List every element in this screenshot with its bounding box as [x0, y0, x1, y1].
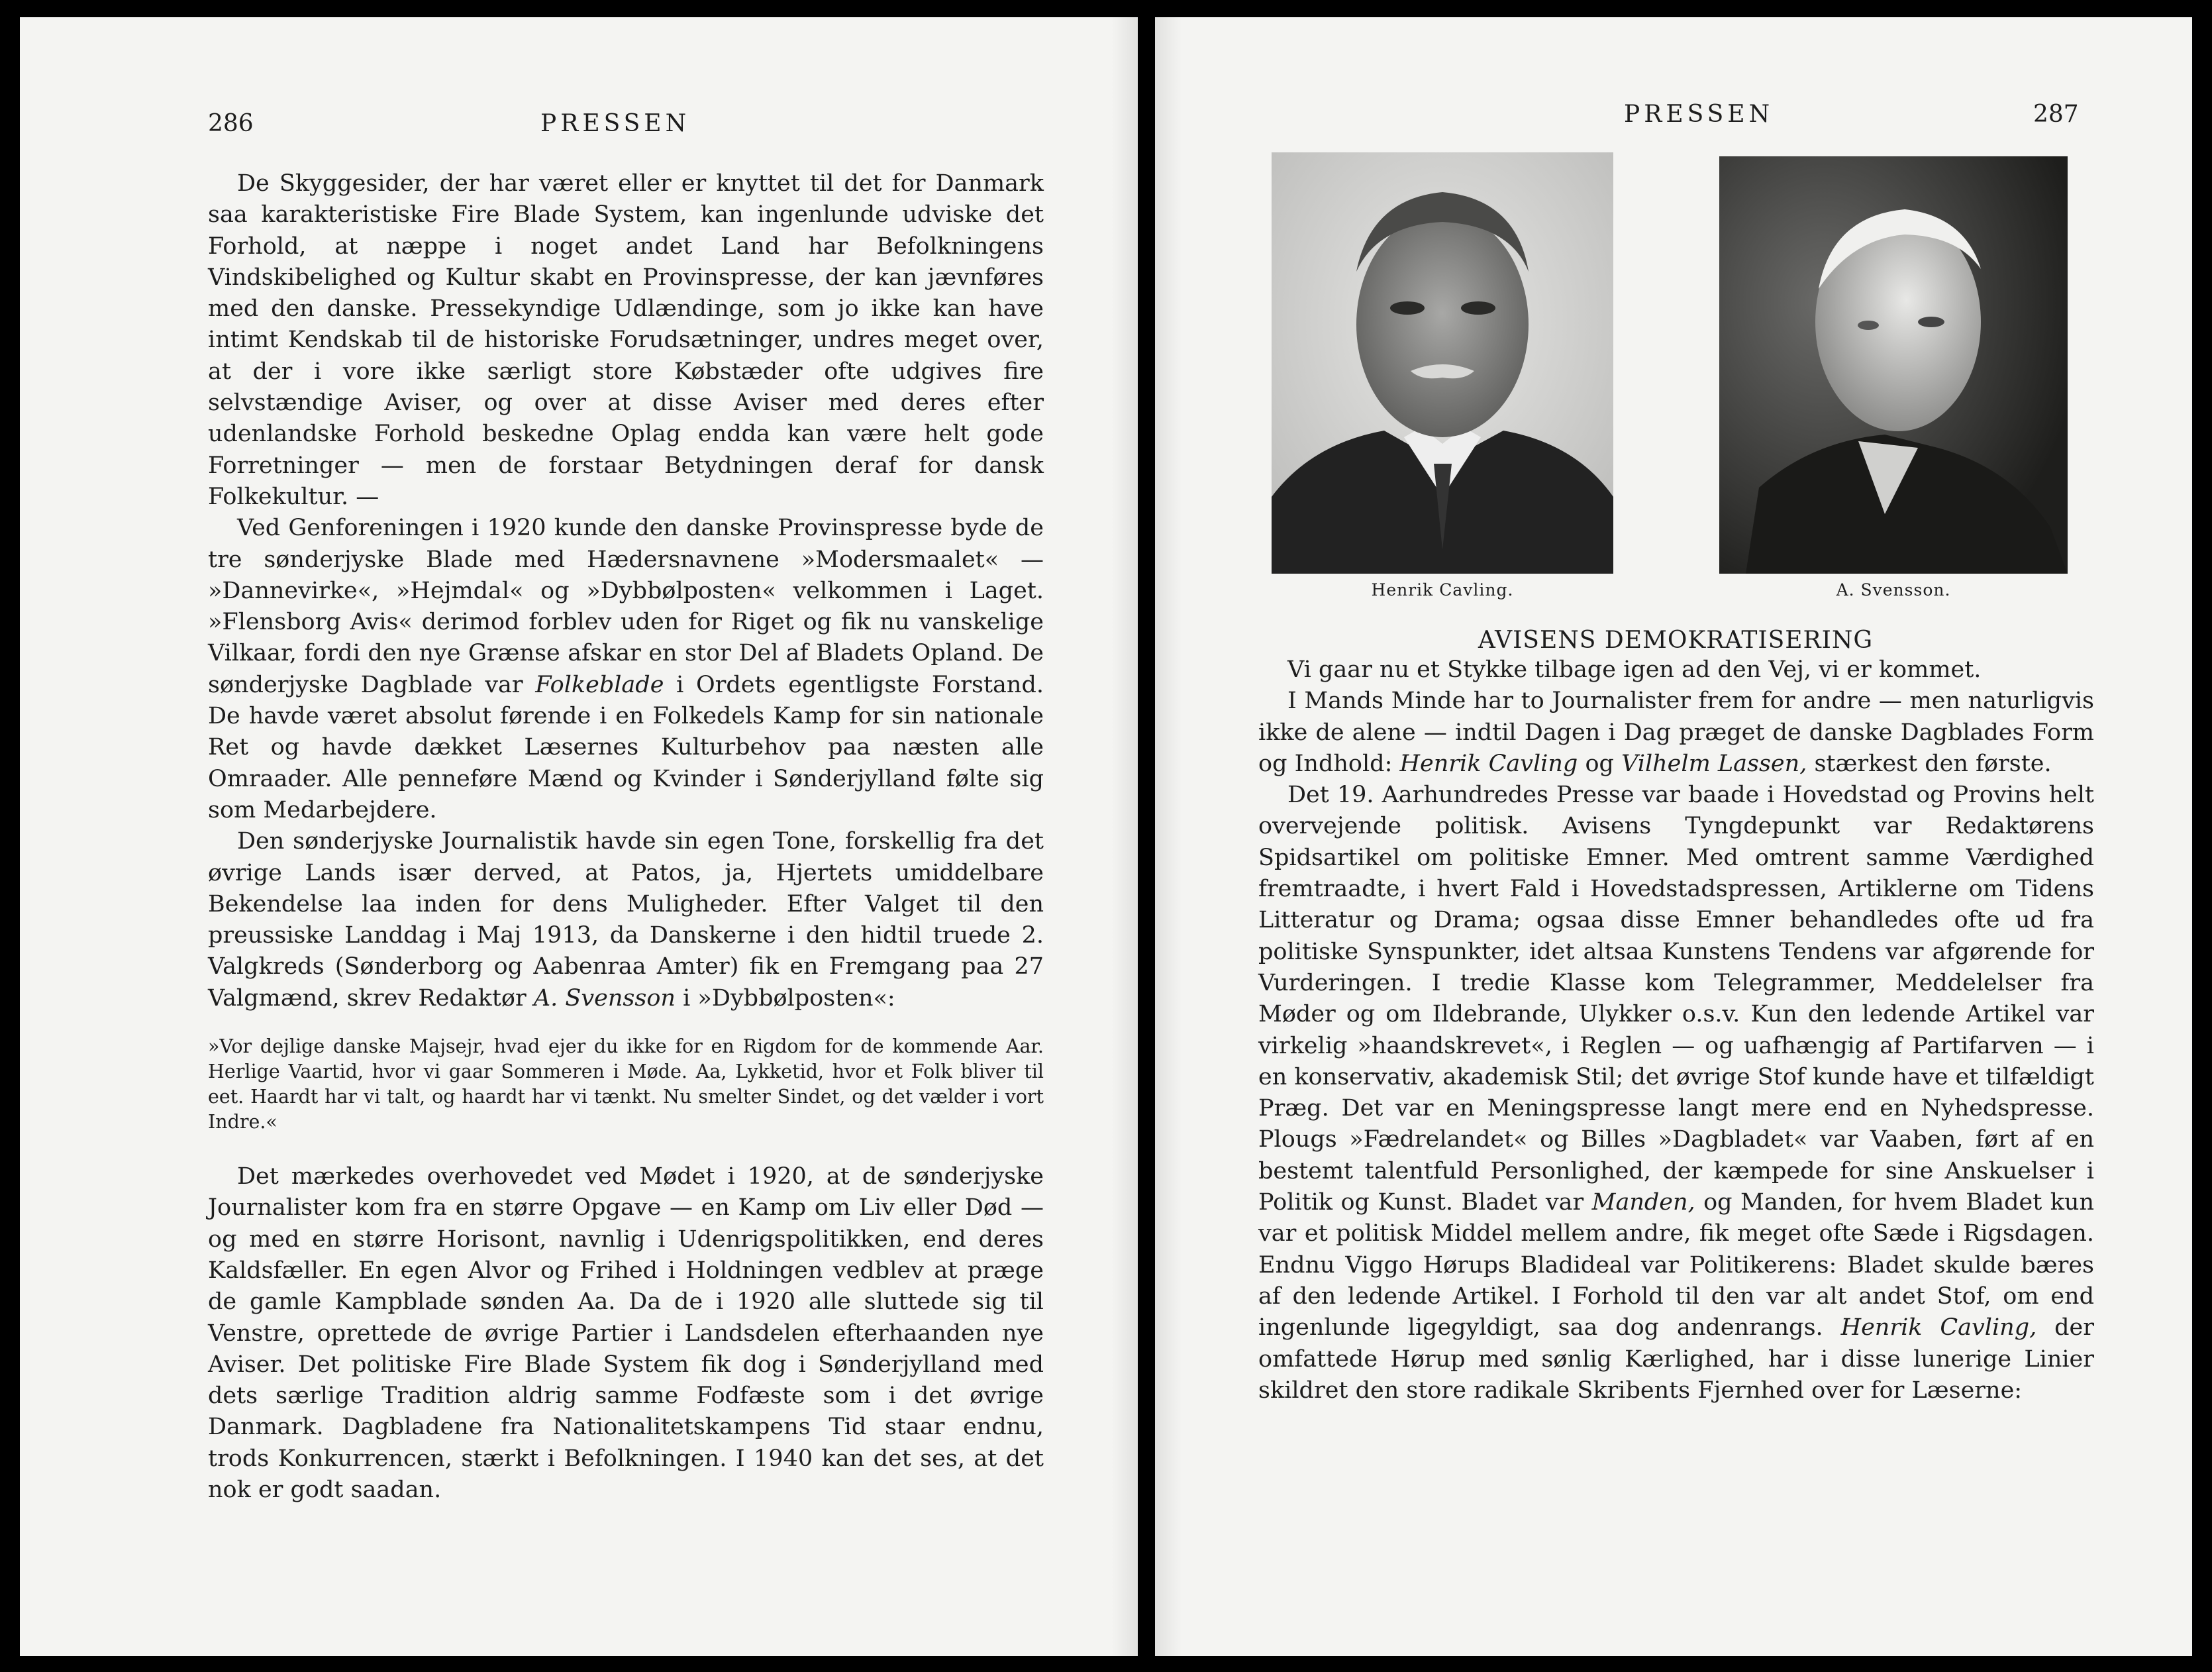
left-body-text: [208, 168, 1044, 1506]
paragraph: De Skyggesider, der har været eller er knyttet til det for Danmark saa karakteristiske Fire Blade System, kan ingenlunde udviske det Forhold, at næppe i noget andet Land har Befolkningens Vindskibelighed og Kultur skabt en Provinspresse, der kan jævnføres med den danske. Pressekyndige Udlændinge, som jo ikke kan have intimt Kendskab til de historiske Forudsætninger, undres meget over, at der i vore ikke særligt store Købstæder ofte udgives fire selvstændige Aviser, og over at disse Aviser med deres efter udenlandske Forhold beskedne Oplag endda kan være helt gode Forretninger — men de forstaar Betydningen deraf for dansk Folkekultur. —: [208, 170, 1044, 510]
page-number-left: 286: [208, 110, 254, 137]
right-page: [1155, 17, 2192, 1656]
emphasis: Vilhelm Lassen,: [1621, 750, 1807, 777]
emphasis: Henrik Cavling: [1399, 750, 1578, 777]
portrait-photo-cavling: [1272, 152, 1613, 574]
paragraph: I Mands Minde har to Journalister frem for andre — men naturligvis ikke de alene — indtil Dagen i Dag præget de danske Dagblades Form og Indhold: Henrik Cavling og Vilhelm Lassen, stærkest den første.: [1258, 688, 2094, 777]
section-title: AVISENS DEMOKRATISERING: [1478, 627, 1874, 654]
paragraph: Den sønderjyske Journalistik havde sin egen Tone, forskellig fra det øvrige Lands især derved, at Patos, ja, Hjertets umiddelbare Bekendelse laa inden for dens Muligheder. Efter Valget til den preussiske Landdag i Maj 1913, da Danskerne i den hidtil truede 2. Valgkreds (Sønderborg og Aabenraa Amter) fik en Fremgang paa 27 Valgmænd, skrev Redaktør A. Svensson i »Dybbølposten«:: [208, 828, 1044, 1012]
gutter-shadow: [1155, 17, 1181, 1656]
running-head-right: PRESSEN: [1624, 101, 1774, 128]
running-head-left: PRESSEN: [540, 110, 691, 137]
paragraph: Vi gaar nu et Stykke tilbage igen ad den Vej, vi er kommet.: [1287, 656, 1982, 683]
gutter-shadow: [1111, 17, 1138, 1656]
paragraph: Det mærkedes overhovedet ved Mødet i 1920, at de sønderjyske Journalister kom fra en større Opgave — en Kamp om Liv eller Død — og med en større Horisont, navnlig i Udenrigspolitikken, end deres Kaldsfæller. En egen Alvor og Frihed i Holdningen vedblev at præge de gamle Kampblade sønden Aa. Da de i 1920 alle sluttede sig til Venstre, oprettede de øvrige Partier i Landsdelen efterhaanden nye Aviser. Det politiske Fire Blade System fik dog i Sønderjylland med dets særlige Tradition aldrig samme Fodfæste som i det øvrige Danmark. Dagbladene fra Nationalitetskampens Tid staar endnu, trods Konkurrencen, stærkt i Befolkningen. I 1940 kan det ses, at det nok er godt saadan.: [208, 1163, 1044, 1503]
block-quote: [208, 1014, 1044, 1161]
right-body-text: [1258, 654, 2094, 1406]
emphasis: Folkeblade: [535, 671, 664, 698]
paragraph: Ved Genforeningen i 1920 kunde den danske Provinspresse byde de tre sønderjyske Blade med Hædersnavnene »Modersmaalet« — »Dannevirke«, »Hejmdal« og »Dybbølposten« velkommen i Laget. »Flensborg Avis« derimod forblev uden for Riget og fik nu vanskelige Vilkaar, fordi den nye Grænse afskar en stor Del af Bladets Opland. De sønderjyske Dagblade var Folkeblade i Ordets egentligste Forstand. De havde været absolut førende i en Folkedels Kamp for sin nationale Ret og havde dækket Læsernes Kulturbehov paa næsten alle Omraader. Alle penneføre Mænd og Kvinder i Sønderjylland følte sig som Medarbejdere.: [208, 515, 1044, 823]
quote-text: »Vor dejlige danske Majsejr, hvad ejer du ikke for en Rigdom for de kommende Aar. Herlige Vaartid, hvor vi gaar Sommeren i Møde. Aa, Lykketid, hvor et Folk bliver til eet. Haardt har vi talt, og haardt har vi tænkt. Nu smelter Sindet, og det vælder i vort Indre.«: [208, 1035, 1044, 1133]
left-page: [20, 17, 1138, 1656]
page-number-right: 287: [2033, 101, 2079, 128]
emphasis: A. Svensson: [533, 984, 676, 1012]
photo-caption-cavling: Henrik Cavling.: [1371, 580, 1514, 600]
photo-caption-svensson: A. Svensson.: [1836, 580, 1951, 600]
paragraph: Det 19. Aarhundredes Presse var baade i Hovedstad og Provins helt overvejende politisk. Avisens Tyngdepunkt var Redaktørens Spidsartikel om politiske Emner. Med omtrent samme Værdighed fremtraadte, i hvert Fald i Hovedstadspressen, Artiklerne om Tidens Litteratur og Drama; ogsaa disse Emner behandledes ofte ud fra politiske Synspunkter, idet altsaa Kunstens Tendens var afgørende for Vurderingen. I tredie Klasse kom Telegrammer, Meddelelser fra Møder og om Ildebrande, Ulykker o.s.v. Kun den ledende Artikel var virkelig »haandskrevet«, i Reglen — og uafhængig af Partifarven — i en konservativ, akademisk Stil; det øvrige Stof kunde have et tilfældigt Præg. Det var en Meningspresse langt mere end en Nyhedspresse. Plougs »Fædrelandet« og Billes »Dagbladet« var Vaaben, ført af en bestemt talentfuld Personlighed, der kæmpede for sine Anskuelser i Politik og Kunst. Bladet var Manden, og Manden, for hvem Bladet kun var et politisk Middel mellem andre, fik meget ofte Sæde i Rigsdagen. Endnu Viggo Hørups Bladideal var Politikerens: Bladet skulde bæres af den ledende Artikel. I Forhold til den var alt andet Stof, om end ingenlunde ligegyldigt, saa dog andenrangs. Henrik Cavling, der omfattede Hørup med sønlig Kærlighed, har i disse lunerige Linier skildret den store radikale Skribents Fjernhed over for Læserne:: [1258, 782, 2094, 1404]
portrait-photo-svensson: [1719, 156, 2068, 574]
emphasis: Henrik Cavling,: [1840, 1314, 2037, 1341]
emphasis: Manden,: [1591, 1189, 1695, 1216]
